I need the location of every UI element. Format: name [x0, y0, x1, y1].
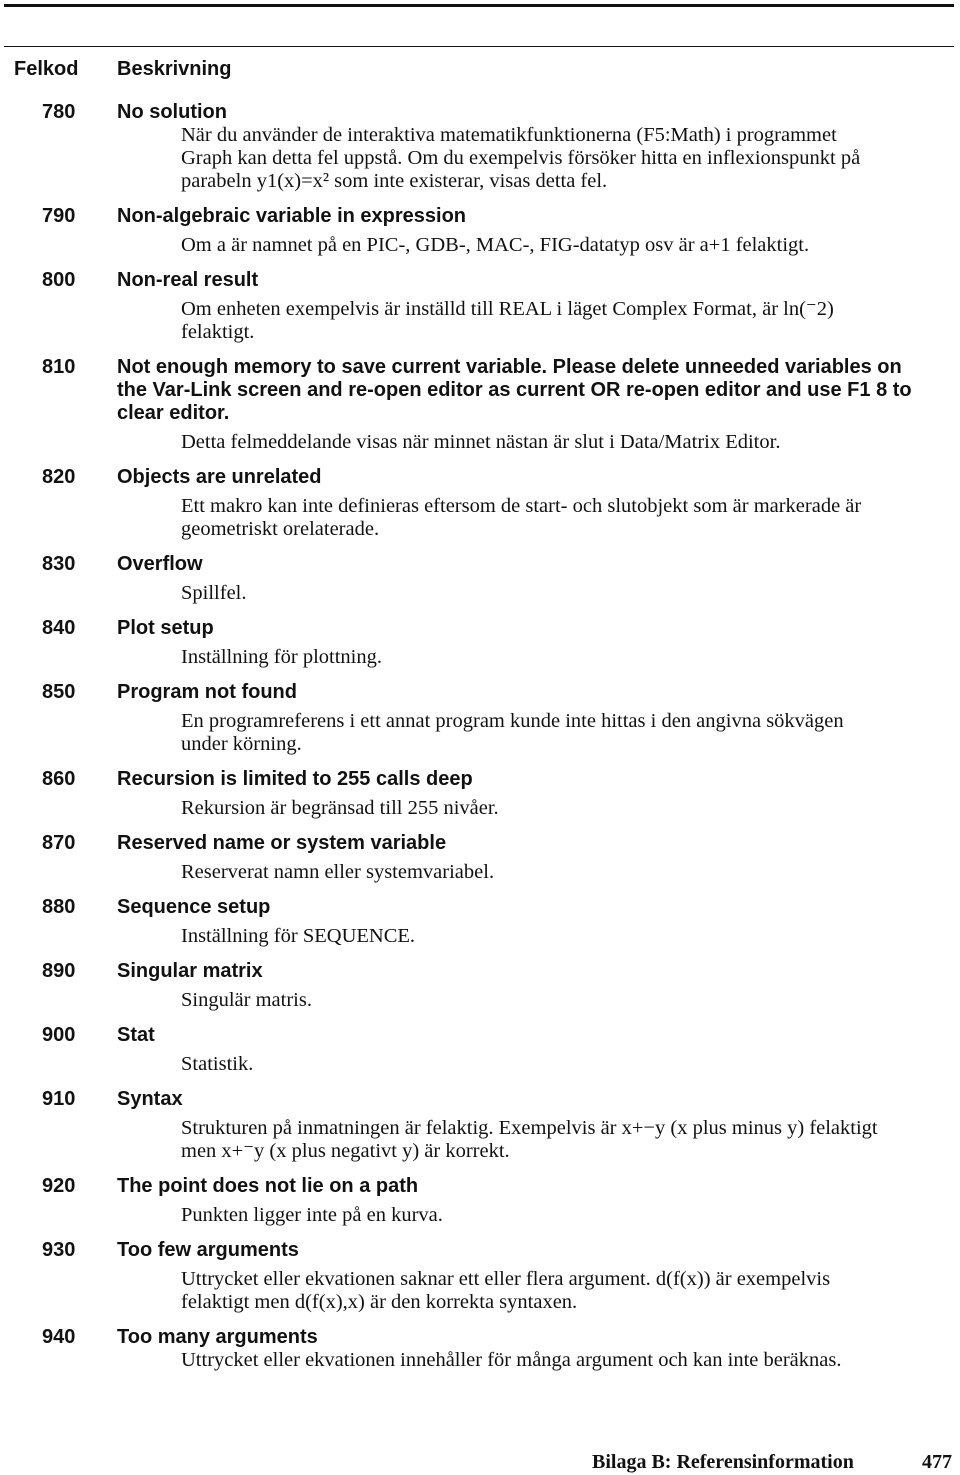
list-item — [0, 356, 960, 454]
error-code: 800 — [42, 269, 76, 291]
error-code: 890 — [42, 960, 76, 982]
header-rule — [4, 46, 954, 47]
list-item — [0, 1175, 960, 1227]
error-description: Punkten ligger inte på en kurva. — [181, 1204, 443, 1226]
error-description: Rekursion är begränsad till 255 nivåer. — [181, 797, 499, 819]
list-item — [0, 1088, 960, 1163]
error-code: 850 — [42, 681, 76, 703]
list-item — [0, 617, 960, 669]
error-code: 840 — [42, 617, 76, 639]
list-item — [0, 553, 960, 605]
error-description: Uttrycket eller ekvationen innehåller för många argument och kan inte beräknas. — [181, 1349, 842, 1371]
error-title: 780 No solution — [42, 101, 227, 123]
error-title: 870 Reserved name or system variable — [42, 832, 447, 854]
error-code: 820 — [42, 466, 76, 488]
list-item — [0, 466, 960, 541]
error-title: 830 Overflow — [42, 553, 203, 575]
error-description: Detta felmeddelande visas när minnet nästan är slut i Data/Matrix Editor. — [181, 431, 781, 453]
error-code: 900 — [42, 1024, 76, 1046]
error-title: 820 Objects are unrelated — [42, 466, 322, 488]
error-code: 790 — [42, 205, 76, 227]
error-description: Uttrycket eller ekvationen saknar ett eller flera argument. d(f(x)) är exempelvis felaktigt men d(f(x),x) är den korrekta syntaxen. — [181, 1268, 831, 1313]
list-item — [0, 205, 960, 257]
error-title: 790 Non-algebraic variable in expression — [42, 205, 467, 227]
top-rule — [4, 4, 954, 7]
error-title: 850 Program not found — [42, 681, 297, 703]
error-code: 780 — [42, 101, 76, 123]
error-code: 930 — [42, 1239, 76, 1261]
error-title: 800 Non-real result — [42, 269, 259, 291]
error-description: Reserverat namn eller systemvariabel. — [181, 861, 495, 883]
error-code: 880 — [42, 896, 76, 918]
error-title: 900 Stat — [42, 1024, 155, 1046]
error-title: 860 Recursion is limited to 255 calls deep — [42, 768, 473, 790]
error-code: 860 — [42, 768, 76, 790]
error-code-list — [0, 101, 960, 1384]
error-description: Om a är namnet på en PIC-, GDB-, MAC-, FIG-datatyp osv är a+1 felaktigt. — [181, 234, 810, 256]
list-item — [0, 1326, 960, 1372]
page-footer — [592, 1450, 952, 1474]
list-item — [0, 768, 960, 820]
error-description: När du använder de interaktiva matematikfunktionerna (F5:Math) i programmet Graph kan detta fel uppstå. Om du exempelvis försöker hitta en inflexionspunkt på parabeln y1(x)=x² som inte existerar, visas detta fel. — [181, 124, 861, 192]
error-title: 920 The point does not lie on a path — [42, 1175, 419, 1197]
list-item — [0, 269, 960, 344]
error-code: 830 — [42, 553, 76, 575]
error-code: 870 — [42, 832, 76, 854]
list-item — [0, 1024, 960, 1076]
error-code: 910 — [42, 1088, 76, 1110]
error-title: 840 Plot setup — [42, 617, 214, 639]
error-description: Om enheten exempelvis är inställd till REAL i läget Complex Format, är ln(⁻2) felaktigt. — [181, 298, 834, 343]
list-item — [0, 896, 960, 948]
column-header-code: Felkod — [14, 58, 79, 80]
error-description: Inställning för plottning. — [181, 646, 382, 668]
footer-section-title: Bilaga B: Referensinformation — [592, 1451, 854, 1473]
error-description: Spillfel. — [181, 582, 247, 604]
error-description: Ett makro kan inte definieras eftersom de start- och slutobjekt som är markerade är geometriskt orelaterade. — [181, 495, 862, 540]
page-number: 477 — [922, 1451, 952, 1473]
error-description: Strukturen på inmatningen är felaktig. Exempelvis är x+−y (x plus minus y) felaktigt men x+⁻y (x plus negativt y) är korrekt. — [181, 1117, 878, 1162]
error-code: 940 — [42, 1326, 76, 1348]
list-item — [0, 681, 960, 756]
error-code: 920 — [42, 1175, 76, 1197]
column-header-description: Beskrivning — [117, 58, 232, 80]
list-item — [0, 1239, 960, 1314]
error-title: 880 Sequence setup — [42, 896, 271, 918]
error-title: 890 Singular matrix — [42, 960, 263, 982]
error-description: En programreferens i ett annat program kunde inte hittas i den angivna sökvägen under körning. — [181, 710, 844, 755]
error-code: 810 — [42, 356, 76, 378]
error-title: 940 Too many arguments — [42, 1326, 318, 1348]
list-item — [0, 101, 960, 193]
error-title: 930 Too few arguments — [42, 1239, 299, 1261]
error-title: 910 Syntax — [42, 1088, 183, 1110]
error-description: Inställning för SEQUENCE. — [181, 925, 416, 947]
error-title: 810 Not enough memory to save current variable. Please delete unneeded variables on the Var-Link screen and re-open editor as current OR re-open editor and use F1 8 to clear editor. — [42, 356, 912, 424]
list-item — [0, 960, 960, 1012]
error-description: Singulär matris. — [181, 989, 312, 1011]
error-description: Statistik. — [181, 1053, 254, 1075]
list-item — [0, 832, 960, 884]
